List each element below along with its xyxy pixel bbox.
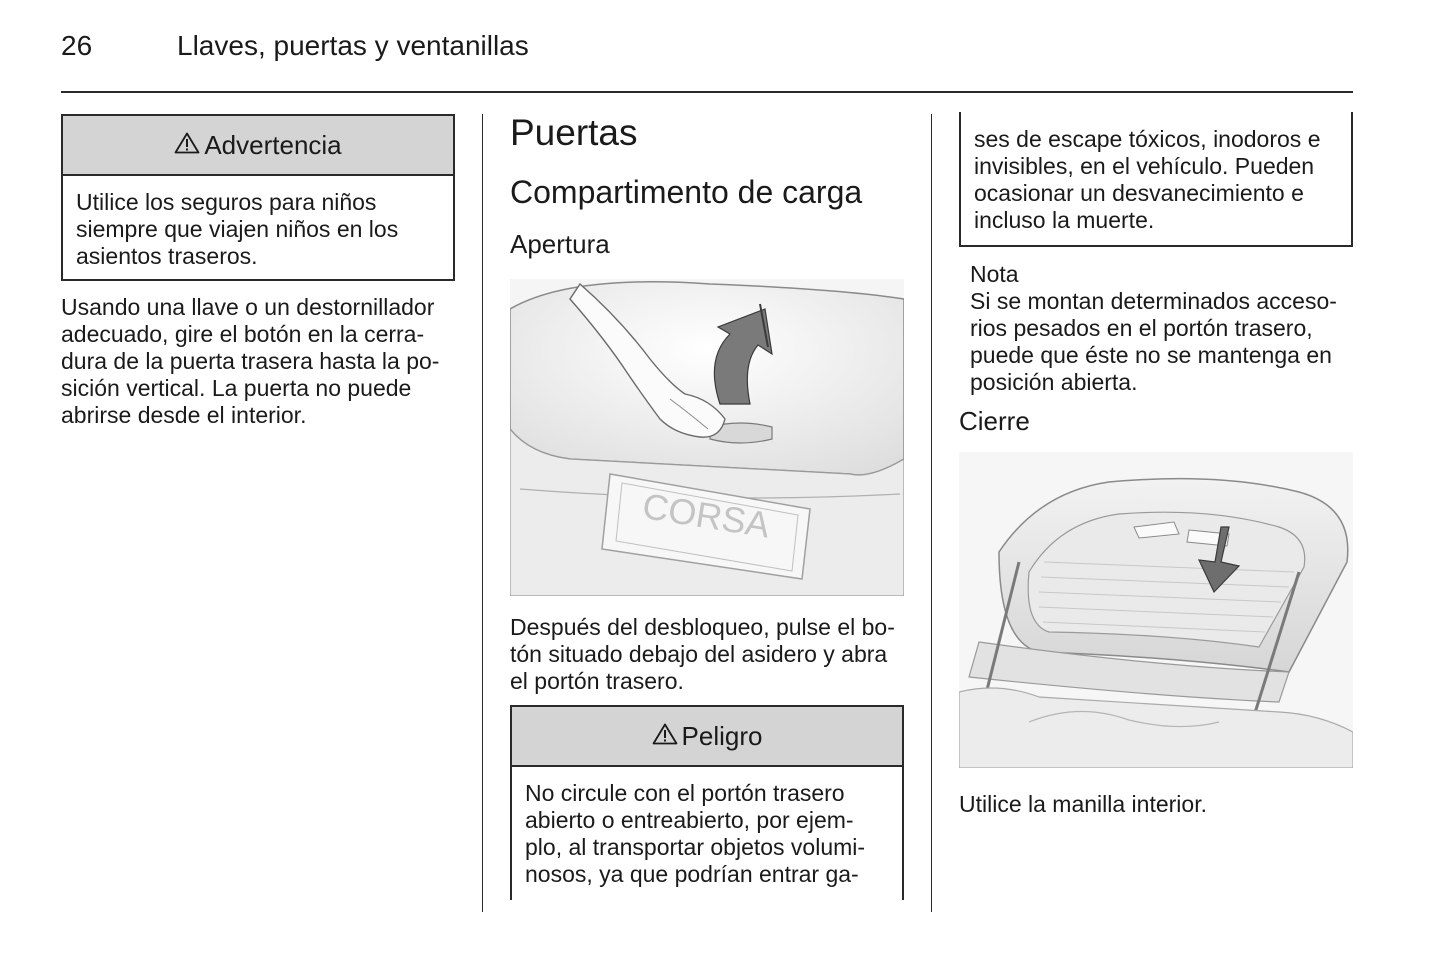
text-line: el portón trasero. (510, 668, 684, 694)
text-line: tón situado debajo del asidero y abra (510, 641, 888, 667)
text-line: abrirse desde el interior. (61, 402, 307, 428)
topic-heading-opening: Apertura (510, 229, 610, 259)
warning-box-header (63, 116, 453, 176)
text-line: incluso la muerte. (974, 207, 1155, 233)
text-line: siempre que viajen niños en los (76, 216, 399, 242)
note-text (970, 288, 1337, 396)
text-line: adecuado, gire el botón en la cerra- (61, 321, 425, 347)
warning-triangle-icon (174, 130, 200, 161)
text-line: ocasionar un desvanecimiento e (974, 180, 1304, 206)
text-line: rios pesados en el portón trasero, (970, 315, 1313, 341)
danger-box-continued (959, 112, 1353, 247)
text-line: ses de escape tóxicos, inodoros e (974, 126, 1321, 152)
text-line: Usando una llave o un destornillador (61, 294, 435, 320)
danger-continued-body (961, 112, 1351, 234)
text-line: posición abierta. (970, 369, 1138, 395)
header-rule (61, 91, 1353, 93)
danger-title: Peligro (681, 720, 763, 751)
topic-heading-closing: Cierre (959, 406, 1030, 436)
text-line: puede que éste no se mantenga en (970, 342, 1332, 368)
text-line: Después del desbloqueo, pulse el bo- (510, 614, 895, 640)
text-line: invisibles, en el vehículo. Pueden (974, 153, 1315, 179)
warning-title: Advertencia (204, 129, 342, 160)
paragraph-opening (510, 614, 895, 695)
text-line: No circule con el portón trasero (525, 780, 845, 806)
page-number: 26 (61, 30, 93, 61)
note-label: Nota (970, 261, 1019, 287)
text-line: sición vertical. La puerta no puede (61, 375, 412, 401)
illustration-closing-tailgate (959, 452, 1353, 768)
plate-text: CORSA (639, 485, 773, 546)
text-line: asientos traseros. (76, 243, 258, 269)
column-divider (482, 114, 483, 912)
illustration-opening-tailgate (510, 279, 904, 596)
column-divider (931, 114, 932, 912)
warning-body (63, 176, 453, 270)
paragraph-closing (959, 791, 1207, 818)
subsection-heading: Compartimento de carga (510, 174, 863, 210)
paragraph-lock-instructions (61, 294, 439, 429)
text-line: dura de la puerta trasera hasta la po- (61, 348, 440, 374)
danger-box-header (512, 707, 902, 767)
text-line: plo, al transportar objetos volumi- (525, 834, 866, 860)
text-line: Si se montan determinados acceso- (970, 288, 1337, 314)
warning-triangle-icon (652, 721, 678, 752)
text-line: nosos, ya que podrían entrar ga- (525, 861, 859, 887)
warning-box (61, 114, 455, 281)
text-line: abierto o entreabierto, por ejem- (525, 807, 854, 833)
danger-body (512, 767, 902, 888)
danger-box (510, 705, 904, 900)
running-title: Llaves, puertas y ventanillas (177, 30, 529, 61)
text-line: Utilice los seguros para niños (76, 189, 377, 215)
section-heading: Puertas (510, 112, 638, 153)
text-line: Utilice la manilla interior. (959, 791, 1207, 817)
